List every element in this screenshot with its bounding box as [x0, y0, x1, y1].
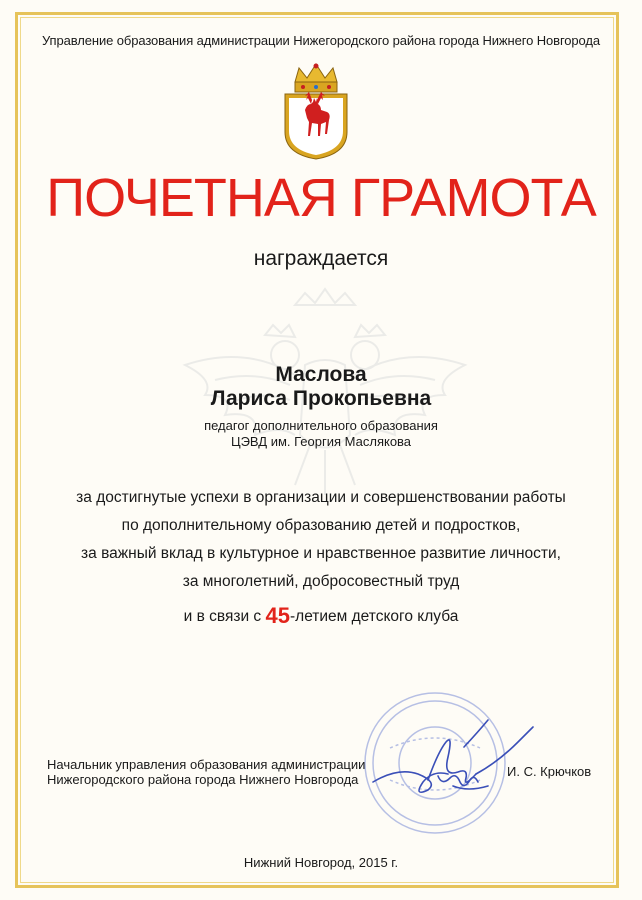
anniversary-line: [0, 603, 642, 629]
place-date: Нижний Новгород, 2015 г.: [243, 855, 399, 870]
reason-line: за важный вклад в культурное и нравственное развитие личности,: [81, 545, 561, 562]
recipient-surname: Маслова: [275, 363, 367, 386]
coat-of-arms-icon: [281, 62, 351, 160]
anniversary-prefix: и в связи с: [183, 608, 266, 625]
certificate-title: ПОЧЕТНАЯ ГРАМОТА: [46, 168, 596, 228]
reason-line: по дополнительному образованию детей и подростков,: [121, 517, 521, 534]
reason-line: за многолетний, добросовестный труд: [182, 573, 460, 590]
signatory-name: И. С. Крючков: [507, 764, 592, 779]
anniversary-number: 45: [265, 603, 290, 628]
reason-line: за достигнутые успехи в организации и совершенствовании работы: [76, 489, 566, 506]
crown-icon: [295, 64, 337, 93]
issuer-header: Управление образования администрации Нижегородского района города Нижнего Новгорода: [41, 33, 601, 48]
signature: [368, 712, 538, 812]
awarded-text: награждается: [253, 247, 389, 270]
anniversary-suffix: -летием детского клуба: [289, 608, 459, 625]
recipient-organization: ЦЭВД им. Георгия Маслякова: [230, 434, 412, 449]
signatory-title: Начальник управления образования администрации: [47, 757, 366, 772]
signatory-title: Нижегородского района города Нижнего Новгорода: [47, 772, 359, 787]
recipient-position: педагог дополнительного образования: [204, 418, 438, 433]
recipient-given-names: Лариса Прокопьевна: [210, 387, 432, 410]
